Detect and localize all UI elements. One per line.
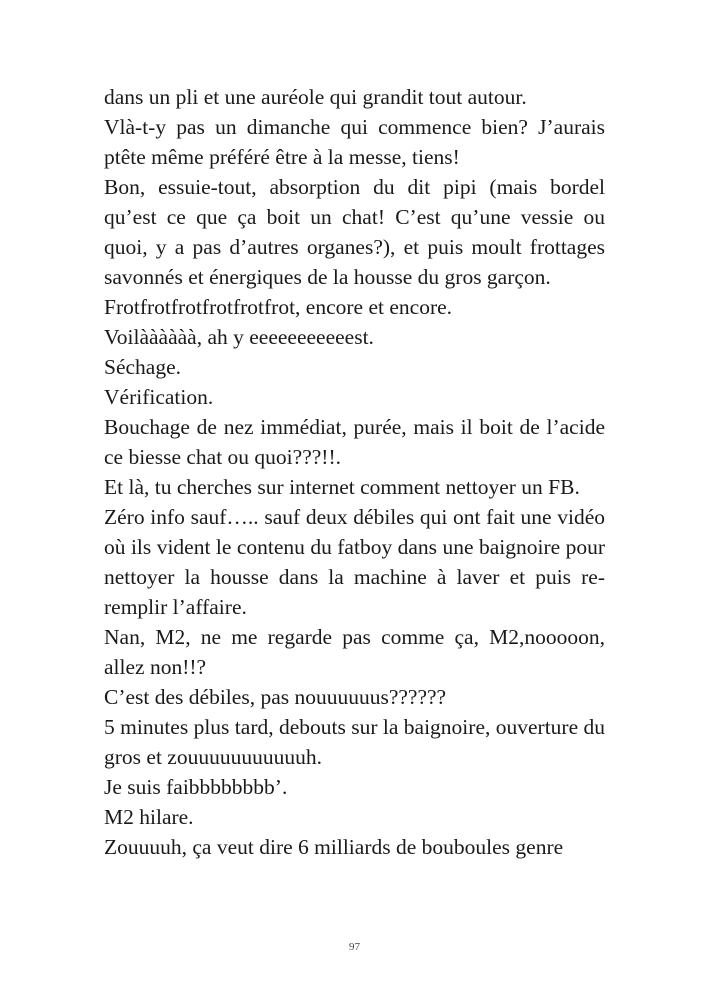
page-number: 97 (349, 941, 360, 953)
paragraph-9: Et là, tu cherches sur internet comment nettoyer un FB. (104, 475, 580, 499)
paragraph-1: dans un pli et une auréole qui grandit tout autour. (104, 85, 527, 109)
paragraph-16: Zouuuuh, ça veut dire 6 milliards de bouboules genre (104, 835, 564, 859)
paragraph-11: Nan, M2, ne me regarde pas comme ça, M2,nooooon, allez non!!? (104, 625, 605, 679)
paragraph-2: Vlà-t-y pas un dimanche qui commence bien? J’aurais ptête même préféré être à la messe, tiens! (104, 115, 605, 169)
paragraph-7: Vérification. (104, 385, 214, 409)
paragraph-12: C’est des débiles, pas nouuuuuus?????? (104, 685, 447, 709)
paragraph-14: Je suis faibbbbbbbb’. (104, 775, 288, 799)
paragraph-3: Bon, essuie-tout, absorption du dit pipi (mais bordel qu’est ce que ça boit un chat! C’est qu’une vessie ou quoi, y a pas d’autres organes?), et puis moult frottages savonnés et énergiques de la housse du gros garçon. (104, 175, 605, 289)
paragraph-15: M2 hilare. (104, 805, 194, 829)
paragraph-4: Frotfrotfrotfrotfrotfrot, encore et encore. (104, 295, 453, 319)
paragraph-13: 5 minutes plus tard, debouts sur la baignoire, ouverture du gros et zouuuuuuuuuuuh. (104, 715, 605, 769)
paragraph-5: Voilàààààà, ah y eeeeeeeeeeest. (104, 325, 374, 349)
paragraph-6: Séchage. (104, 355, 182, 379)
body-text (104, 82, 605, 862)
paragraph-8: Bouchage de nez immédiat, purée, mais il boit de l’acide ce biesse chat ou quoi???!!. (104, 415, 605, 469)
paragraph-10: Zéro info sauf….. sauf deux débiles qui ont fait une vidéo où ils vident le contenu du fatboy dans une baignoire pour nettoyer la housse dans la machine à laver et puis re-remplir l’affaire. (104, 505, 605, 619)
